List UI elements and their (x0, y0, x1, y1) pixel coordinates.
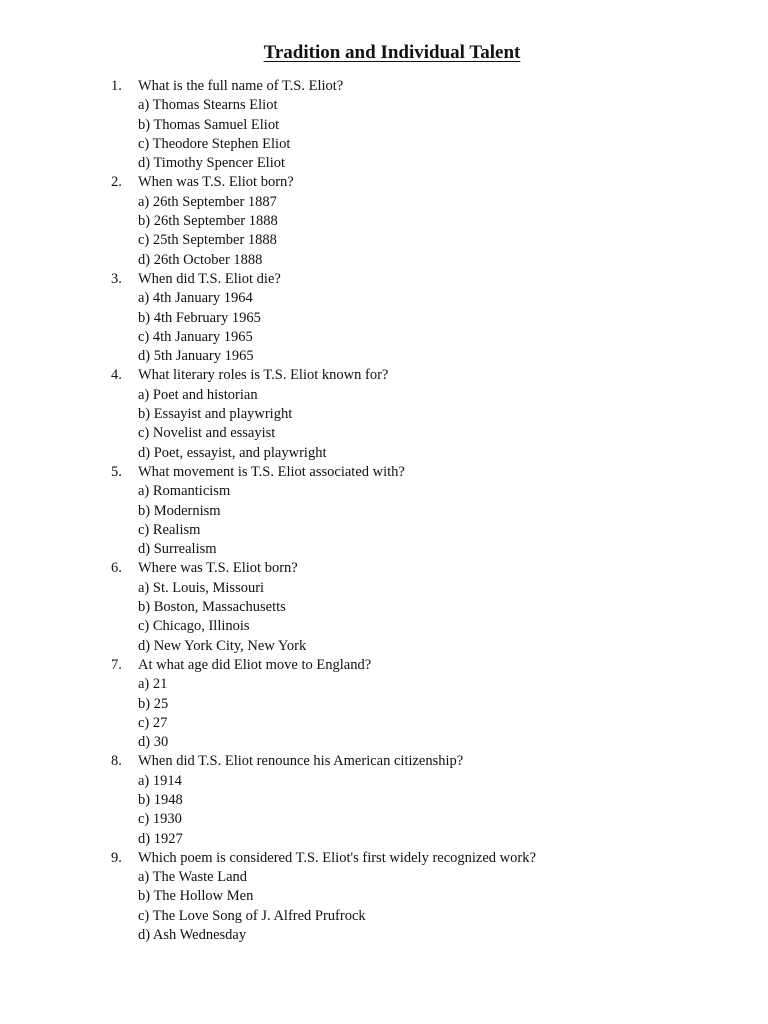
option-a: a) 26th September 1887 (138, 193, 277, 210)
option-c: c) Chicago, Illinois (138, 618, 250, 635)
option-a: a) 1914 (138, 772, 182, 789)
option-a: a) Poet and historian (138, 386, 258, 403)
option-list (111, 868, 536, 945)
option-b: b) Boston, Massachusetts (138, 599, 286, 616)
option-list (111, 96, 536, 173)
question-number: 3. (111, 270, 122, 287)
option-c: c) 4th January 1965 (138, 328, 253, 345)
option-list (111, 772, 536, 849)
option-a: a) 21 (138, 676, 168, 693)
question-text: When did T.S. Eliot renounce his American citizenship? (138, 753, 464, 770)
option-a: a) Romanticism (138, 483, 231, 500)
option-c: c) Theodore Stephen Eliot (138, 135, 291, 152)
option-a: a) Thomas Stearns Eliot (138, 97, 278, 114)
option-c: c) 1930 (138, 811, 182, 828)
question-text: When did T.S. Eliot die? (138, 270, 281, 287)
option-d: d) Ash Wednesday (138, 927, 247, 944)
option-list (111, 482, 536, 559)
option-c: c) 25th September 1888 (138, 232, 277, 249)
option-c: c) 27 (138, 714, 168, 731)
question-text: Where was T.S. Eliot born? (138, 560, 298, 577)
question-number: 7. (111, 656, 122, 673)
question-item (111, 77, 536, 173)
question-item (111, 559, 536, 655)
question-number: 6. (111, 560, 122, 577)
question-text: What is the full name of T.S. Eliot? (138, 78, 344, 94)
question-item (111, 366, 536, 462)
option-d: d) New York City, New York (138, 637, 307, 654)
question-item (111, 173, 536, 269)
option-a: a) St. Louis, Missouri (138, 579, 265, 596)
question-item (111, 849, 536, 945)
option-d: d) 26th October 1888 (138, 251, 263, 268)
question-item (111, 270, 536, 366)
question-item (111, 752, 536, 848)
question-number: 1. (111, 78, 122, 94)
option-a: a) The Waste Land (138, 869, 248, 886)
question-list (111, 77, 536, 945)
option-b: b) Modernism (138, 502, 221, 519)
question-text: When was T.S. Eliot born? (138, 174, 294, 191)
question-number: 4. (111, 367, 122, 384)
question-number: 8. (111, 753, 122, 770)
question-item (111, 656, 536, 752)
question-text: What movement is T.S. Eliot associated with? (138, 463, 405, 480)
option-b: b) Thomas Samuel Eliot (138, 116, 280, 133)
option-b: b) 26th September 1888 (138, 213, 278, 230)
option-list (111, 675, 536, 752)
option-d: d) 1927 (138, 830, 183, 847)
option-d: d) Surrealism (138, 541, 217, 558)
question-text: At what age did Eliot move to England? (138, 656, 372, 673)
question-number: 5. (111, 463, 122, 480)
page-title: Tradition and Individual Talent (263, 42, 521, 63)
option-b: b) 1948 (138, 791, 183, 808)
option-b: b) Essayist and playwright (138, 406, 293, 423)
option-d: d) 30 (138, 734, 169, 751)
question-number: 2. (111, 174, 122, 191)
option-b: b) 4th February 1965 (138, 309, 261, 326)
option-list (111, 193, 536, 270)
option-list (111, 579, 536, 656)
option-list (111, 289, 536, 366)
question-number: 9. (111, 849, 122, 866)
option-c: c) Novelist and essayist (138, 425, 276, 442)
option-d: d) Timothy Spencer Eliot (138, 155, 286, 172)
option-c: c) The Love Song of J. Alfred Prufrock (138, 907, 366, 924)
option-d: d) Poet, essayist, and playwright (138, 444, 327, 461)
option-list (111, 386, 536, 463)
question-text: What literary roles is T.S. Eliot known for? (138, 367, 389, 384)
option-b: b) 25 (138, 695, 169, 712)
question-text: Which poem is considered T.S. Eliot's first widely recognized work? (138, 849, 536, 866)
question-item (111, 463, 536, 559)
option-d: d) 5th January 1965 (138, 348, 254, 365)
option-b: b) The Hollow Men (138, 888, 254, 905)
option-a: a) 4th January 1964 (138, 290, 253, 307)
option-c: c) Realism (138, 521, 201, 538)
